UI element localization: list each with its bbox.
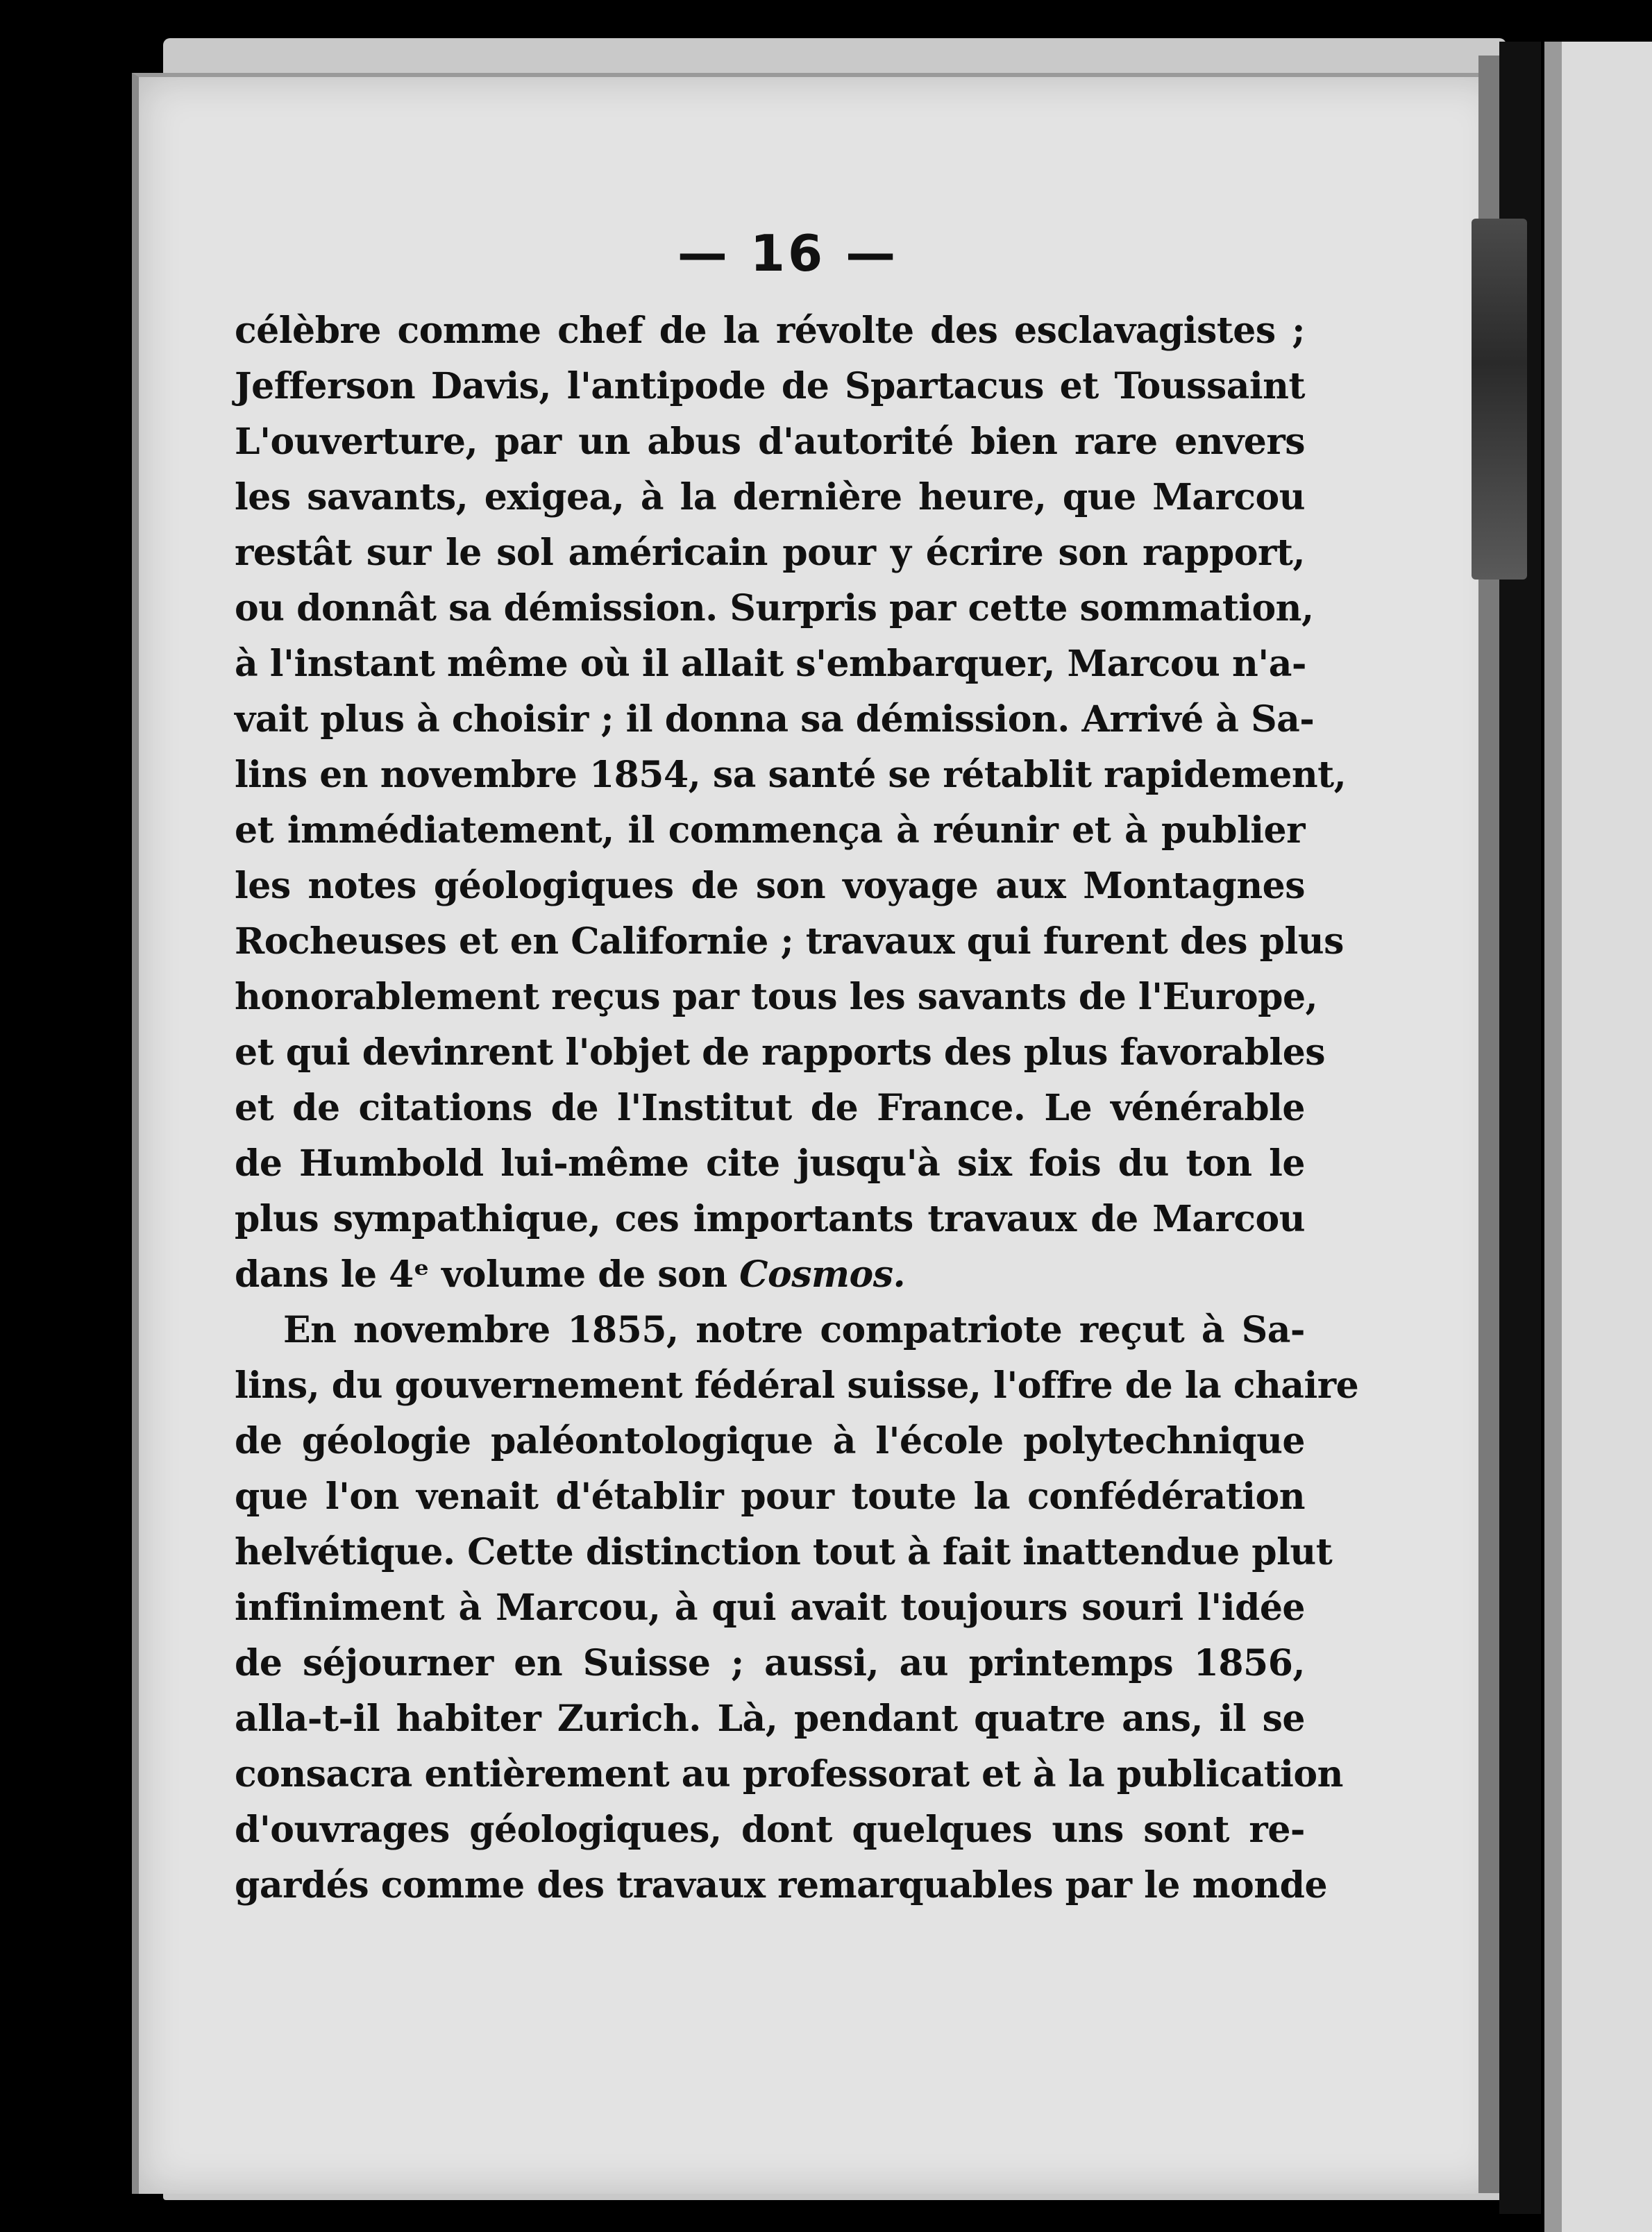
text-line: et qui devinrent l'objet de rapports des plus favorables xyxy=(235,1031,1326,1074)
text-line: que l'on venait d'établir pour toute la confédération xyxy=(235,1476,1305,1518)
text-line: lins en novembre 1854, sa santé se rétablit rapidement, xyxy=(235,754,1347,796)
facing-page-shadow xyxy=(1544,42,1562,2232)
text-line: et immédiatement, il commença à réunir et à publier xyxy=(235,809,1305,852)
text-lines xyxy=(235,303,1359,1913)
text-line: alla-t-il habiter Zurich. Là, pendant quatre ans, il se xyxy=(235,1698,1305,1740)
text-line: helvétique. Cette distinction tout à fait inattendue plut xyxy=(235,1531,1333,1573)
text-line: célèbre comme chef de la révolte des esclavagistes ; xyxy=(235,310,1305,352)
text-segment: dans le 4ᵉ volume de son xyxy=(235,1253,740,1296)
work-title: Cosmos. xyxy=(739,1253,906,1296)
paragraph-start-line: En novembre 1855, notre compatriote reçut à Sa- xyxy=(283,1309,1305,1351)
text-line: Rocheuses et en Californie ; travaux qui furent des plus xyxy=(235,920,1344,963)
text-line: vait plus à choisir ; il donna sa démission. Arrivé à Sa- xyxy=(235,698,1315,741)
text-line: Jefferson Davis, l'antipode de Spartacus et Toussaint xyxy=(235,365,1305,407)
text-line: honorablement reçus par tous les savants de l'Europe, xyxy=(235,976,1318,1018)
text-line: à l'instant même où il allait s'embarquer, Marcou n'a- xyxy=(235,643,1306,685)
text-line: plus sympathique, ces importants travaux de Marcou xyxy=(235,1198,1305,1240)
text-line: restât sur le sol américain pour y écrire son rapport, xyxy=(235,532,1305,574)
text-line: infiniment à Marcou, à qui avait toujours souri l'idée xyxy=(235,1587,1305,1629)
text-line: gardés comme des travaux remarquables par le monde xyxy=(235,1864,1328,1906)
text-line: consacra entièrement au professorat et à la publication xyxy=(235,1753,1343,1795)
text-line: lins, du gouvernement fédéral suisse, l'offre de la chaire xyxy=(235,1364,1359,1407)
text-line: ou donnât sa démission. Surpris par cette sommation, xyxy=(235,587,1314,629)
text-line: les notes géologiques de son voyage aux Montagnes xyxy=(235,865,1305,907)
text-line: de séjourner en Suisse ; aussi, au printemps 1856, xyxy=(235,1642,1305,1684)
text-line: L'ouverture, par un abus d'autorité bien rare envers xyxy=(235,421,1305,463)
text-line: les savants, exigea, à la dernière heure, que Marcou xyxy=(235,476,1305,518)
text-line: et de citations de l'Institut de France. Le vénérable xyxy=(235,1087,1305,1129)
page-number: — 16 — xyxy=(677,224,899,282)
text-line: de Humbold lui-même cite jusqu'à six fois du ton le xyxy=(235,1142,1305,1185)
text-line: d'ouvrages géologiques, dont quelques uns sont re- xyxy=(235,1809,1305,1851)
text-line: de géologie paléontologique à l'école polytechnique xyxy=(235,1420,1305,1462)
paragraph-end-line xyxy=(235,1247,1305,1303)
